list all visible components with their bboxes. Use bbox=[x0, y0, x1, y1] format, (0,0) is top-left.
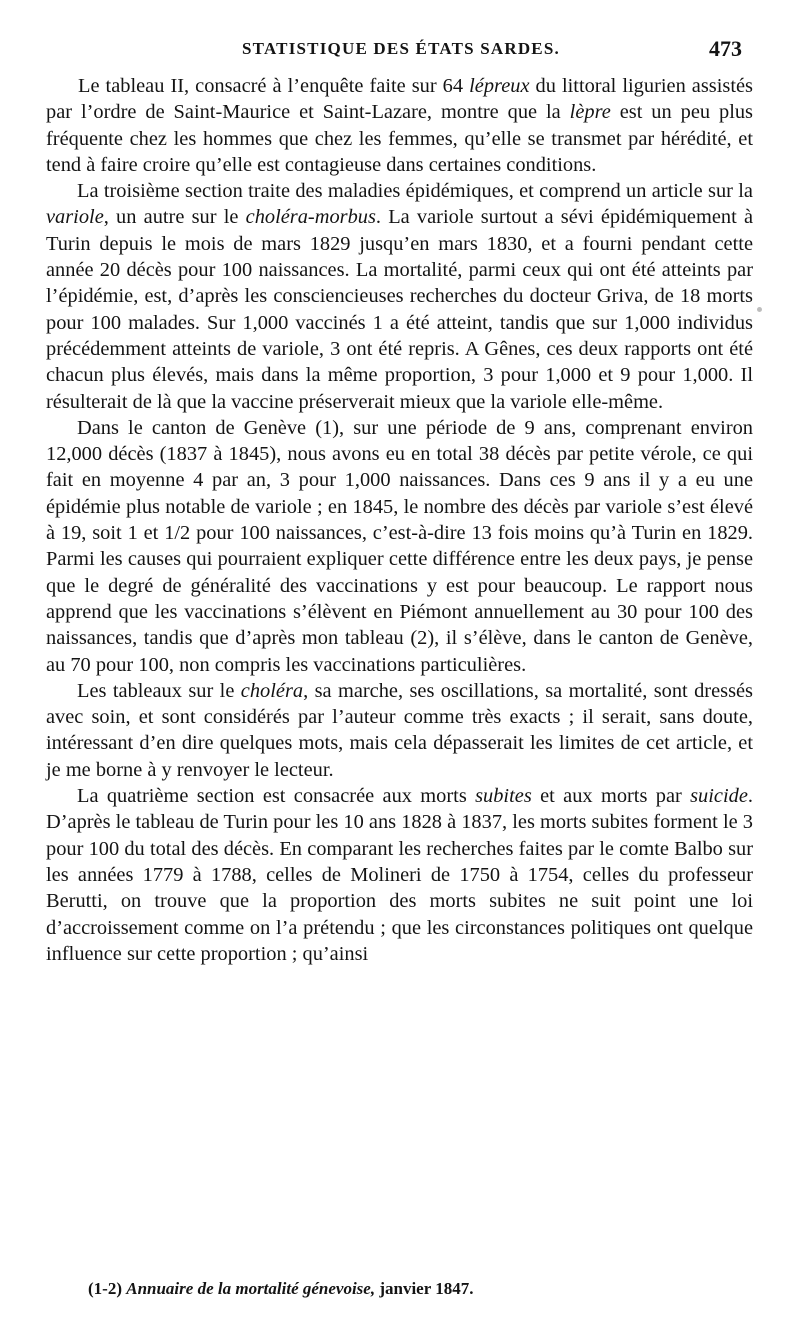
italic-term: lèpre bbox=[569, 101, 611, 124]
text-run: est un peu plus fréquente chez les hommes que chez les femmes, qu’elle se transmet par hérédité, et tend à faire croire qu’elle est contagieuse dans certaines conditions. bbox=[46, 101, 753, 176]
text-run: Les tableaux sur le bbox=[77, 679, 241, 702]
text-run: La quatrième section est consacrée aux morts bbox=[77, 785, 476, 808]
text-run: Le tableau II, consacré à l’enquête faite sur 64 bbox=[78, 75, 470, 97]
body-text bbox=[46, 73, 753, 967]
footnote-date: janvier 1847. bbox=[379, 1279, 474, 1298]
paragraph bbox=[46, 178, 753, 415]
running-title: STATISTIQUE DES ÉTATS SARDES. bbox=[242, 39, 560, 58]
paragraph bbox=[46, 415, 753, 678]
italic-term: choléra bbox=[240, 679, 304, 702]
scan-speck bbox=[757, 307, 762, 312]
paragraph bbox=[46, 73, 753, 178]
text-run: , un autre sur le bbox=[103, 206, 246, 229]
text-run: du littoral ligurien assistés par l’ordre de Saint-Maurice et Saint-Lazare, montre que la bbox=[46, 75, 753, 124]
footnote-marker: (1-2) bbox=[88, 1279, 122, 1298]
page-number: 473 bbox=[709, 36, 742, 61]
text-run: La troisième section traite des maladies épidémiques, et comprend un article sur la bbox=[77, 180, 753, 203]
footnote bbox=[88, 1276, 473, 1302]
text-run: . La variole surtout a sévi épidémiquement à Turin depuis le mois de mars 1829 jusqu’en mars 1830, et a fourni pendant cette année 20 décès pour 100 naissances. La mortalité, parmi ceux qui ont été atteints par l’épidémie, est, d’après les consciencieuses recherches du docteur Griva, de 18 morts pour 100 malades. Sur 1,000 vaccinés 1 a été atteint, tandis que sur 1,000 individus précédemment atteints de variole, 3 ont été repris. A Gênes, ces deux rapports ont été chacun plus élevés, mais dans la même proportion, 3 pour 1,000 et 9 pour 1,000. Il résulterait de là que la vaccine préserverait mieux que la variole elle-même. bbox=[46, 206, 753, 413]
italic-term: variole bbox=[46, 206, 104, 229]
text-run: et aux morts par bbox=[531, 785, 691, 808]
paragraph bbox=[46, 783, 753, 967]
text-run: Dans le canton de Genève (1), sur une période de 9 ans, comprenant environ 12,000 décès (1837 à 1845), nous avons eu en total 38 décès par petite vérole, ce qui fait en moyenne 4 par an, 3 pour 1,000 naissances. Dans ces 9 ans il y a eu une épidémie plus notable de variole ; en 1845, le nombre des décès par variole s’est élevé à 19, soit 1 et 1/2 pour 100 naissances, c’est-à-dire 13 fois moins qu’à Turin en 1829. Parmi les causes qui pourraient expliquer cette différence entre les deux pays, je pense que le degré de généralité des vaccinations y est pour beaucoup. Le rapport nous apprend que les vaccinations s’élèvent en Piémont annuellement au 30 pour 100 des naissances, tandis que d’après mon tableau (2), il s’élève, dans le canton de Genève, au 70 pour 100, non compris les vaccinations particulières. bbox=[46, 416, 753, 676]
text-run: . D’après le tableau de Turin pour les 10 ans 1828 à 1837, les morts subites forment le 3 pour 100 du total des décès. En comparant les recherches faites par le comte Balbo sur les années 1779 à 1788, celles de Molineri de 1750 à 1754, celles du professeur Berutti, on trouve que la proportion des morts subites ne suit point une loi d’accroissement comme on l’a prétendu ; que les circonstances politiques ont quelque influence sur cette proportion ; qu’ainsi bbox=[46, 785, 753, 965]
running-head bbox=[60, 34, 742, 64]
text-run: , sa marche, ses oscillations, sa mortalité, sont dressés avec soin, et sont considérés par l’auteur comme très exacts ; il serait, sans doute, intéressant d’en dire quelques mots, mais cela dépasserait les limites de cet article, et je me borne à y renvoyer le lecteur. bbox=[46, 679, 753, 781]
italic-term: suicide bbox=[690, 785, 748, 808]
italic-term: subites bbox=[475, 785, 532, 808]
paragraph bbox=[46, 678, 753, 783]
footnote-source: Annuaire de la mortalité génevoise, bbox=[126, 1279, 376, 1298]
italic-term: lépreux bbox=[469, 75, 530, 97]
italic-term: choléra-morbus bbox=[245, 206, 376, 229]
